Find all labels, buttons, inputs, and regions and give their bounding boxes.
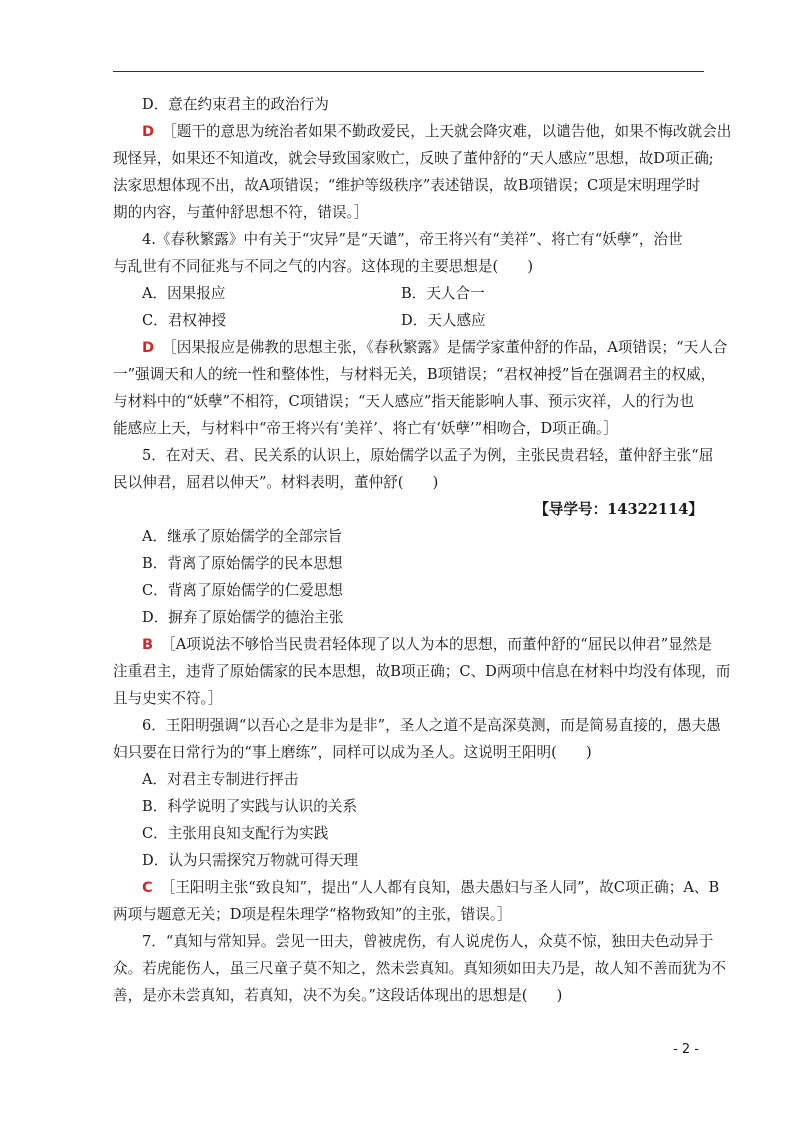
q4-options-row-1 (113, 280, 707, 307)
q5-stem-2: 民以伸君，屈君以伸天”。材料表明，董仲舒( ) (113, 474, 439, 491)
q5-answer-line-1 (113, 631, 712, 658)
q5-stem-1: 5．在对天、君、民关系的认识上，原始儒学以孟子为例，主张民贵君轻，董仲舒主张“屈 (142, 447, 714, 464)
page-number: - 2 - (673, 1042, 699, 1057)
q4-option-d: D．天人感应 (401, 312, 486, 329)
q4-explanation-1: ［因果报应是佛教的思想主张，《春秋繁露》是儒学家董仲舒的作品，A项错误；“天人合 (162, 339, 728, 356)
q4-explanation-4: 能感应上天，与材料中“帝王将兴有‘美祥’、将亡有‘妖孽’”相吻合，D项正确。］ (113, 420, 618, 437)
q4-option-a: A．因果报应 (142, 285, 226, 302)
q6-answer-letter: C (142, 879, 153, 896)
q4-stem-2: 与乱世有不同征兆与不同之气的内容。这体现的主要思想是( ) (113, 258, 534, 275)
q3-explanation-2: 现怪异，如果还不知道改，就会导致国家败亡，反映了董仲舒的“天人感应”思想，故D项正确; (113, 150, 714, 167)
q6-option-c: C．主张用良知支配行为实践 (142, 825, 329, 842)
q4-option-b: B．天人合一 (401, 285, 485, 302)
q4-answer-letter: D (142, 339, 155, 356)
q4-options-row-2 (113, 307, 707, 334)
q7-stem-3: 善，是亦未尝真知，若真知，决不为矣。”这段话体现出的思想是( ) (113, 987, 563, 1004)
q4-answer-line-1 (113, 334, 728, 361)
q6-stem-2: 妇只要在日常行为的“事上磨练”，同样可以成为圣人。这说明王阳明( ) (113, 744, 592, 761)
q7-stem-1: 7．“真知与常知异。尝见一田夫，曾被虎伤，有人说虎伤人，众莫不惊，独田夫色动异于 (142, 933, 714, 950)
q5-option-a: A．继承了原始儒学的全部宗旨 (142, 528, 343, 545)
q6-option-d: D．认为只需探究万物就可得天理 (142, 852, 359, 869)
q7-stem-2: 众。若虎能伤人，虽三尺童子莫不知之，然未尝真知。真知须如田夫乃是，故人知不善而犹为不 (113, 960, 726, 977)
q3-explanation-4: 期的内容，与董仲舒思想不符，错误。］ (113, 204, 369, 221)
header-rule (113, 71, 704, 72)
q3-explanation-1: ［题干的意思为统治者如果不勤政爱民，上天就会降灾难，以谴告他，如果不悔改就会出 (162, 123, 732, 140)
q6-explanation-1: ［王阳明主张“致良知”，提出“人人都有良知，愚夫愚妇与圣人同”，故C项正确；A、B (160, 879, 720, 896)
q5-answer-letter: B (142, 636, 154, 653)
q5-option-c: C．背离了原始儒学的仁爱思想 (142, 582, 343, 599)
q6-option-b: B．科学说明了实践与认识的关系 (142, 798, 358, 815)
q6-option-a: A．对君主专制进行抨击 (142, 771, 299, 788)
q3-answer-line-1 (113, 118, 732, 145)
page-content (113, 91, 732, 1009)
q3-option-d: D．意在约束君主的政治行为 (142, 96, 329, 113)
q5-guide-number: 【导学号：14322114】 (534, 501, 703, 518)
q4-explanation-2: 一”强调天和人的统一性和整体性，与材料无关，B项错误；“君权神授”旨在强调君主的权威， (113, 366, 716, 383)
q6-answer-line-1 (113, 874, 720, 901)
q6-explanation-2: 两项与题意无关；D项是程朱理学“格物致知”的主张，错误。］ (113, 906, 512, 923)
q3-explanation-3: 法家思想体现不出，故A项错误；“维护等级秩序”表述错误，故B项错误；C项是宋明理学时 (113, 177, 701, 194)
q6-stem-1: 6．王阳明强调“以吾心之是非为是非”，圣人之道不是高深莫测，而是简易直接的，愚夫愚 (142, 717, 721, 734)
q5-explanation-1: ［A项说法不够恰当民贵君轻体现了以人为本的思想，而董仲舒的“屈民以伸君”显然是 (161, 636, 712, 653)
q4-stem-1: 4.《春秋繁露》中有关于“灾异”是“天谴”，帝王将兴有“美祥”、将亡有“妖孽”，治世 (142, 231, 683, 248)
q5-explanation-2: 注重君主，违背了原始儒家的民本思想，故B项正确；C、D两项中信息在材料中均没有体现，而 (113, 663, 731, 680)
q4-explanation-3: 与材料中的“妖孽”不相符，C项错误；“天人感应”指天能影响人事、预示灾祥，人的行为也 (113, 393, 694, 410)
q5-explanation-3: 且与史实不符。］ (113, 690, 223, 707)
q4-option-c: C．君权神授 (142, 312, 227, 329)
q3-answer-letter: D (142, 123, 155, 140)
q5-option-b: B．背离了原始儒学的民本思想 (142, 555, 343, 572)
q5-option-d: D．摒弃了原始儒学的德治主张 (142, 609, 344, 626)
